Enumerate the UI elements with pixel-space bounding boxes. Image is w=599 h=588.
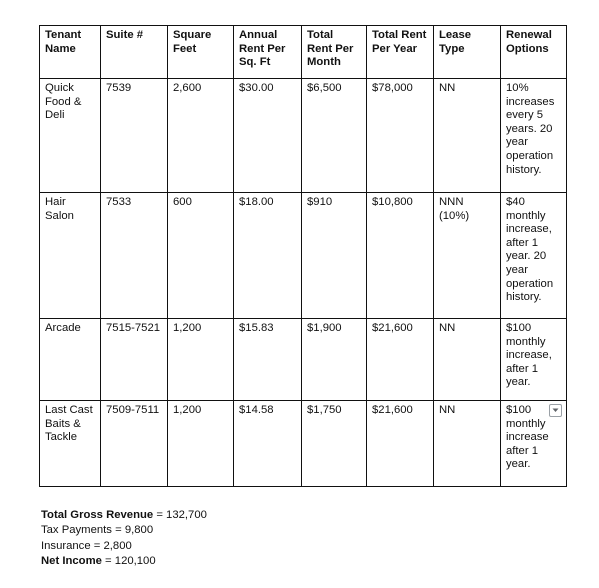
cell-rent-per-month[interactable]: $910 xyxy=(302,193,367,319)
cell-annual-rent-per-sqft[interactable]: $14.58 xyxy=(234,401,302,487)
chevron-down-icon[interactable] xyxy=(549,404,562,417)
tax-label: Tax Payments xyxy=(41,524,112,537)
table-row xyxy=(40,79,567,193)
table-row xyxy=(40,401,567,487)
cell-rent-per-year[interactable]: $10,800 xyxy=(367,193,434,319)
insurance-value: = 2,800 xyxy=(93,539,132,552)
cell-rent-per-month[interactable]: $1,900 xyxy=(302,319,367,401)
rent-roll-table xyxy=(39,25,567,487)
total-gross-value: = 132,700 xyxy=(156,509,207,521)
cell-tenant-name[interactable]: Hair Salon xyxy=(40,193,101,319)
summary-tax xyxy=(41,523,207,538)
header-tenant-name: Tenant Name xyxy=(40,26,101,79)
cell-text: $100 monthly increase after 1 year. xyxy=(506,404,549,471)
net-income-label: Net Income xyxy=(41,555,102,568)
cell-rent-per-month[interactable]: $1,750 xyxy=(302,401,367,487)
cell-suite[interactable]: 7539 xyxy=(101,79,168,193)
cell-rent-per-month[interactable]: $6,500 xyxy=(302,79,367,193)
summary-insurance xyxy=(41,539,207,554)
header-square-feet: Square Feet xyxy=(168,26,234,79)
income-summary xyxy=(41,508,207,570)
header-renewal-options: Renewal Options xyxy=(501,26,567,79)
cell-renewal-options[interactable] xyxy=(501,401,567,487)
cell-square-feet[interactable]: 1,200 xyxy=(168,401,234,487)
cell-lease-type[interactable]: NNN (10%) xyxy=(434,193,501,319)
cell-tenant-name[interactable]: Arcade xyxy=(40,319,101,401)
cell-square-feet[interactable]: 600 xyxy=(168,193,234,319)
table-header-row xyxy=(40,26,567,79)
cell-square-feet[interactable]: 2,600 xyxy=(168,79,234,193)
insurance-label: Insurance xyxy=(41,539,91,552)
cell-renewal-options[interactable]: 10% increases every 5 years. 20 year operation history. xyxy=(501,79,567,193)
net-income-value: = 120,100 xyxy=(105,555,156,568)
summary-net-income xyxy=(41,554,207,569)
cell-lease-type[interactable]: NN xyxy=(434,319,501,401)
cell-tenant-name[interactable]: Quick Food & Deli xyxy=(40,79,101,193)
cell-rent-per-year[interactable]: $21,600 xyxy=(367,319,434,401)
cell-suite[interactable]: 7509-7511 xyxy=(101,401,168,487)
cell-annual-rent-per-sqft[interactable]: $30.00 xyxy=(234,79,302,193)
cell-renewal-options[interactable]: $100 monthly increase, after 1 year. xyxy=(501,319,567,401)
cell-square-feet[interactable]: 1,200 xyxy=(168,319,234,401)
cell-annual-rent-per-sqft[interactable]: $18.00 xyxy=(234,193,302,319)
cell-rent-per-year[interactable]: $21,600 xyxy=(367,401,434,487)
cell-lease-type[interactable]: NN xyxy=(434,79,501,193)
header-rent-per-month: Total Rent Per Month xyxy=(302,26,367,79)
cell-lease-type[interactable]: NN xyxy=(434,401,501,487)
cell-suite[interactable]: 7515-7521 xyxy=(101,319,168,401)
cell-suite[interactable]: 7533 xyxy=(101,193,168,319)
tax-value: = 9,800 xyxy=(115,524,154,537)
table-row xyxy=(40,319,567,401)
header-annual-rent-per-sqft: Annual Rent Per Sq. Ft xyxy=(234,26,302,79)
table-row xyxy=(40,193,567,319)
cell-tenant-name[interactable]: Last Cast Baits & Tackle xyxy=(40,401,101,487)
header-rent-per-year: Total Rent Per Year xyxy=(367,26,434,79)
cell-annual-rent-per-sqft[interactable]: $15.83 xyxy=(234,319,302,401)
cell-renewal-options[interactable]: $40 monthly increase, after 1 year. 20 year operation history. xyxy=(501,193,567,319)
cell-rent-per-year[interactable]: $78,000 xyxy=(367,79,434,193)
summary-total-gross xyxy=(41,508,207,523)
total-gross-label: Total Gross Revenue xyxy=(41,509,154,521)
header-suite: Suite # xyxy=(101,26,168,79)
header-lease-type: Lease Type xyxy=(434,26,501,79)
